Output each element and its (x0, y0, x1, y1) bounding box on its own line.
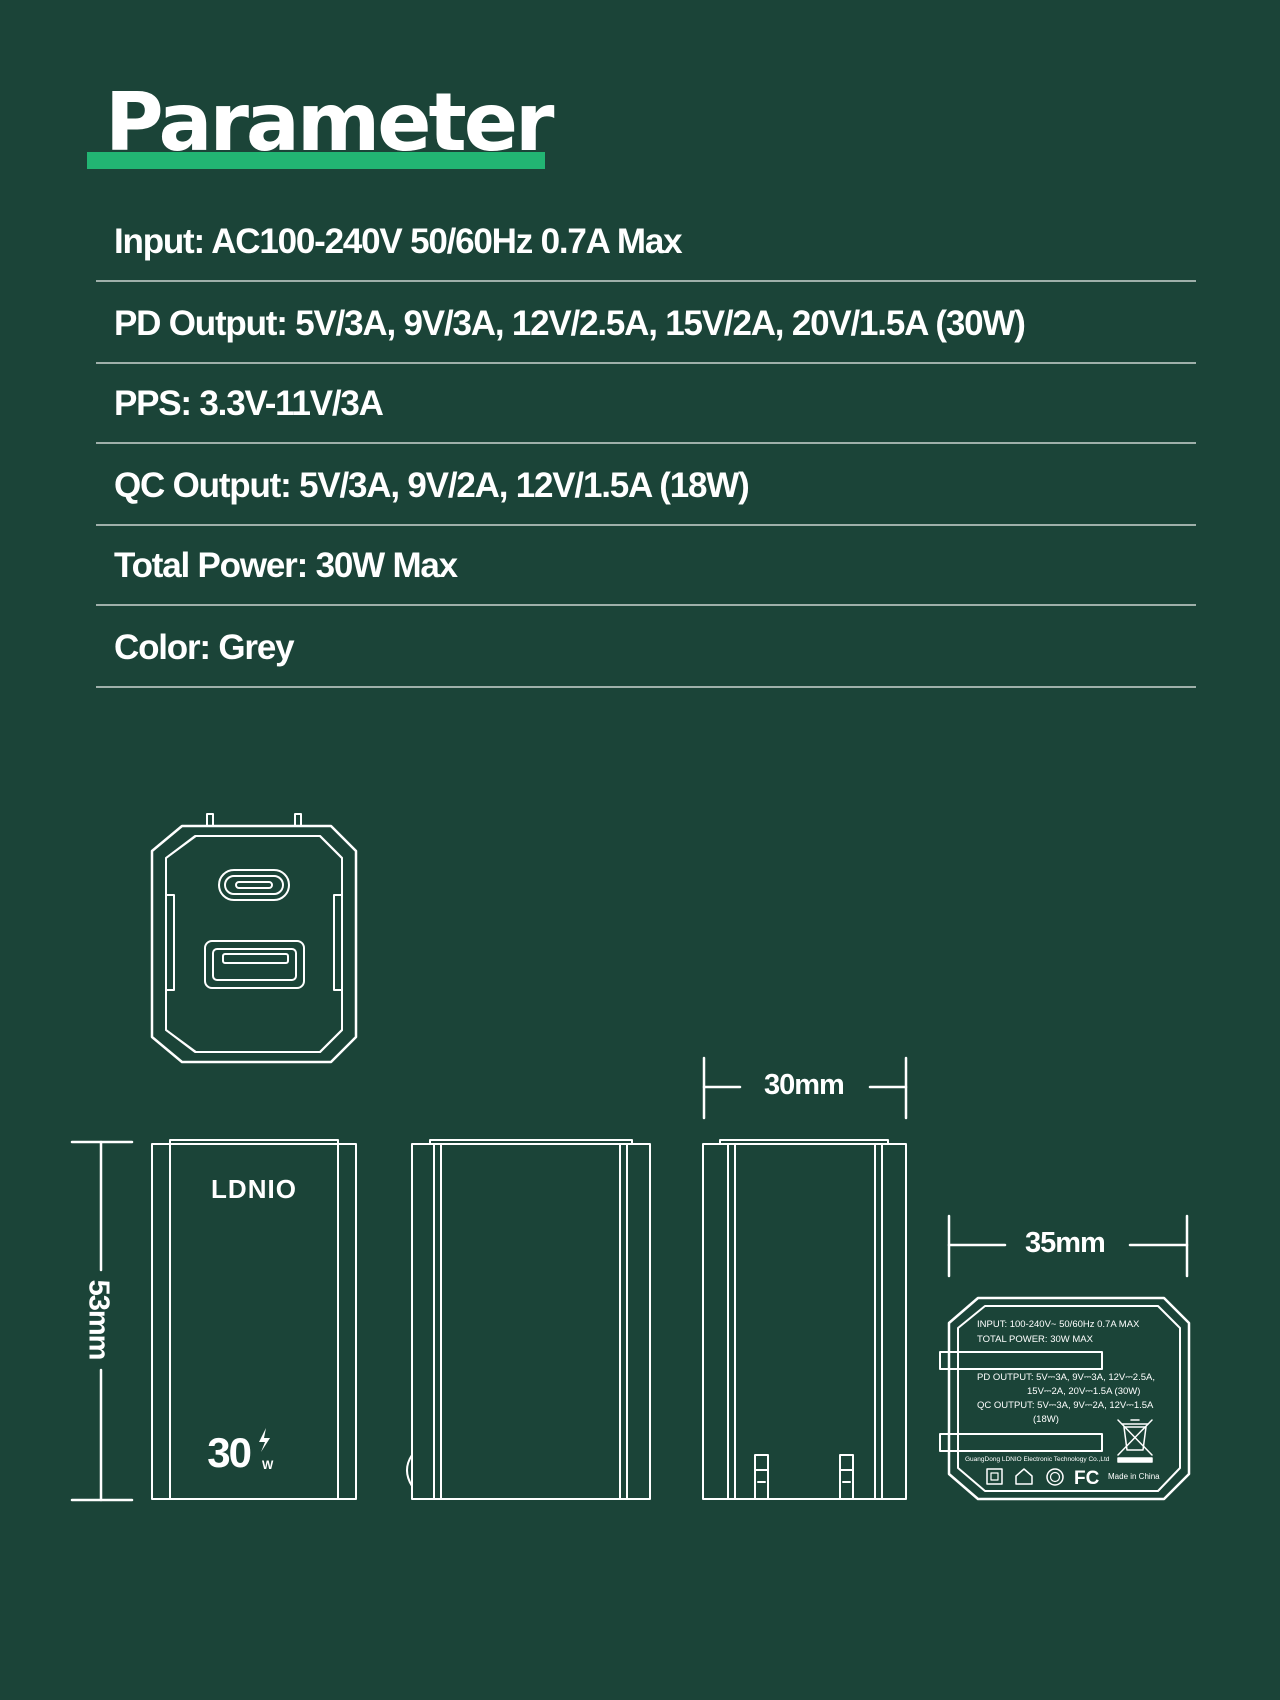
plug-prong-icon (755, 1455, 853, 1499)
brand-logo: LDNIO (211, 1174, 297, 1204)
svg-text:FC: FC (1074, 1468, 1100, 1489)
spec-value: 5V/3A, 9V/2A, 12V/1.5A (18W) (299, 466, 749, 505)
spec-value: 30W Max (315, 546, 457, 585)
spec-label: PD Output: (114, 304, 287, 343)
svg-text:Made in China: Made in China (1108, 1472, 1160, 1481)
certification-icons (987, 1468, 1160, 1489)
spec-label: Total Power: (114, 546, 308, 585)
charger-front-view (152, 1140, 356, 1499)
charger-label-view (940, 1298, 1189, 1499)
spec-value: 3.3V-11V/3A (199, 384, 383, 423)
page-title: Parameter (105, 76, 552, 169)
charger-back-view (703, 1140, 906, 1499)
dimension-height-label: 53mm (82, 1279, 115, 1360)
charger-side-view (407, 1140, 650, 1499)
spec-label: Input: (114, 222, 204, 261)
svg-text:QC OUTPUT: 5V⎓3A, 9V⎓2A, 12V⎓1: QC OUTPUT: 5V⎓3A, 9V⎓2A, 12V⎓1.5A (977, 1400, 1154, 1411)
spec-value: 5V/3A, 9V/3A, 12V/2.5A, 15V/2A, 20V/1.5A (30W) (295, 304, 1025, 343)
spec-label: QC Output: (114, 466, 291, 505)
spec-value: Grey (218, 628, 294, 667)
dimension-width-label: 35mm (1025, 1227, 1105, 1259)
svg-text:30: 30 (207, 1429, 250, 1476)
spec-label: PPS: (114, 384, 191, 423)
svg-text:PD OUTPUT: 5V⎓3A, 9V⎓3A, 12V⎓2: PD OUTPUT: 5V⎓3A, 9V⎓3A, 12V⎓2.5A, (977, 1372, 1155, 1383)
svg-text:TOTAL POWER: 30W MAX: TOTAL POWER: 30W MAX (977, 1334, 1093, 1345)
svg-text:15V⎓2A, 20V⎓1.5A (30W): 15V⎓2A, 20V⎓1.5A (30W) (1027, 1386, 1141, 1397)
spec-value: AC100-240V 50/60Hz 0.7A Max (211, 222, 682, 261)
lightning-icon (259, 1428, 270, 1452)
svg-text:GuangDong LDNIO Electronic Tec: GuangDong LDNIO Electronic Technology Co.,Ltd (965, 1456, 1110, 1463)
usb-c-port-icon (219, 870, 289, 900)
power-badge (207, 1428, 274, 1476)
svg-text:INPUT: 100-240V~ 50/60Hz 0.7A: INPUT: 100-240V~ 50/60Hz 0.7A MAX (977, 1319, 1140, 1330)
svg-text:W: W (262, 1458, 274, 1472)
weee-bin-icon (1118, 1420, 1152, 1462)
dimension-depth-label: 30mm (764, 1069, 844, 1101)
usb-a-port-icon (205, 941, 304, 988)
spec-label: Color: (114, 628, 210, 667)
charger-top-view (152, 814, 356, 1062)
svg-text:(18W): (18W) (1033, 1414, 1059, 1425)
